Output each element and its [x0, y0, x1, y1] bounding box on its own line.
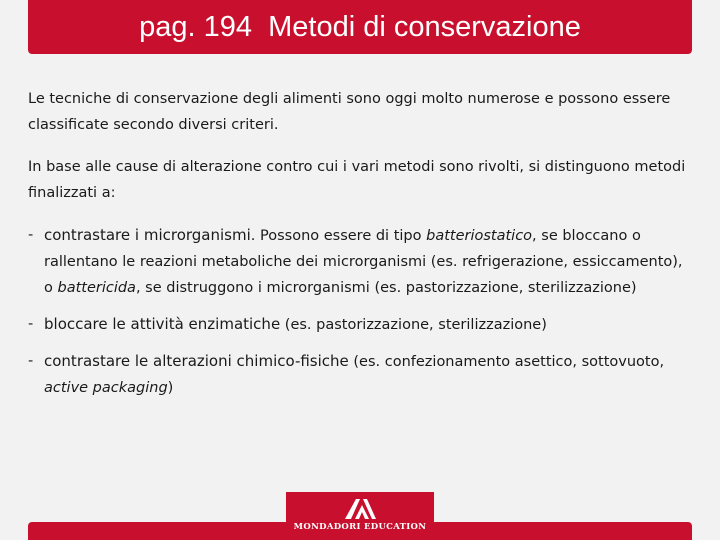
- list-dash: -: [28, 353, 34, 369]
- content-area: [28, 86, 692, 411]
- item-text: (es. pastorizzazione, sterilizzazione): [280, 317, 547, 333]
- item-italic-term: active packaging: [44, 380, 168, 396]
- item-italic-term: batteriostatico: [426, 228, 533, 244]
- title-bar: [28, 0, 692, 54]
- item-italic-term: battericida: [57, 280, 136, 296]
- logo-text: MONDADORI EDUCATION: [293, 522, 427, 532]
- paragraph-intro: Le tecniche di conservazione degli alimenti sono oggi molto numerose e possono essere classificate secondo diversi criteri.: [28, 91, 671, 133]
- item-text: , se bloccano o rallentano le reazioni metaboliche dei microrganismi (es. refrigerazione, essiccamento), o: [44, 228, 683, 296]
- paragraph-criteria: In base alle cause di alterazione contro cui i vari metodi sono rivolti, si distinguono metodi finalizzati a:: [28, 159, 686, 201]
- item-text: (es. confezionamento asettico, sottovuoto,: [348, 354, 665, 370]
- item-heading: bloccare le attività enzimatiche: [44, 315, 281, 333]
- item-heading: contrastare le alterazioni chimico-fisiche: [44, 352, 349, 370]
- item-text: ): [167, 380, 174, 396]
- list-dash: -: [28, 316, 34, 332]
- item-text: . Possono essere di tipo: [250, 228, 427, 244]
- list-item-microrganismi: [28, 222, 692, 301]
- list-dash: -: [28, 227, 34, 243]
- list-item-enzimi: [28, 311, 692, 338]
- item-heading: contrastare i microrganismi: [44, 226, 251, 244]
- page-title: pag. 194 Metodi di conservazione: [139, 10, 581, 43]
- item-text: , se distruggono i microrganismi (es. pastorizzazione, sterilizzazione): [135, 280, 637, 296]
- list-item-chimico-fisiche: [28, 348, 692, 401]
- mondadori-m-logo-icon: [343, 498, 377, 520]
- publisher-logo: [286, 492, 434, 540]
